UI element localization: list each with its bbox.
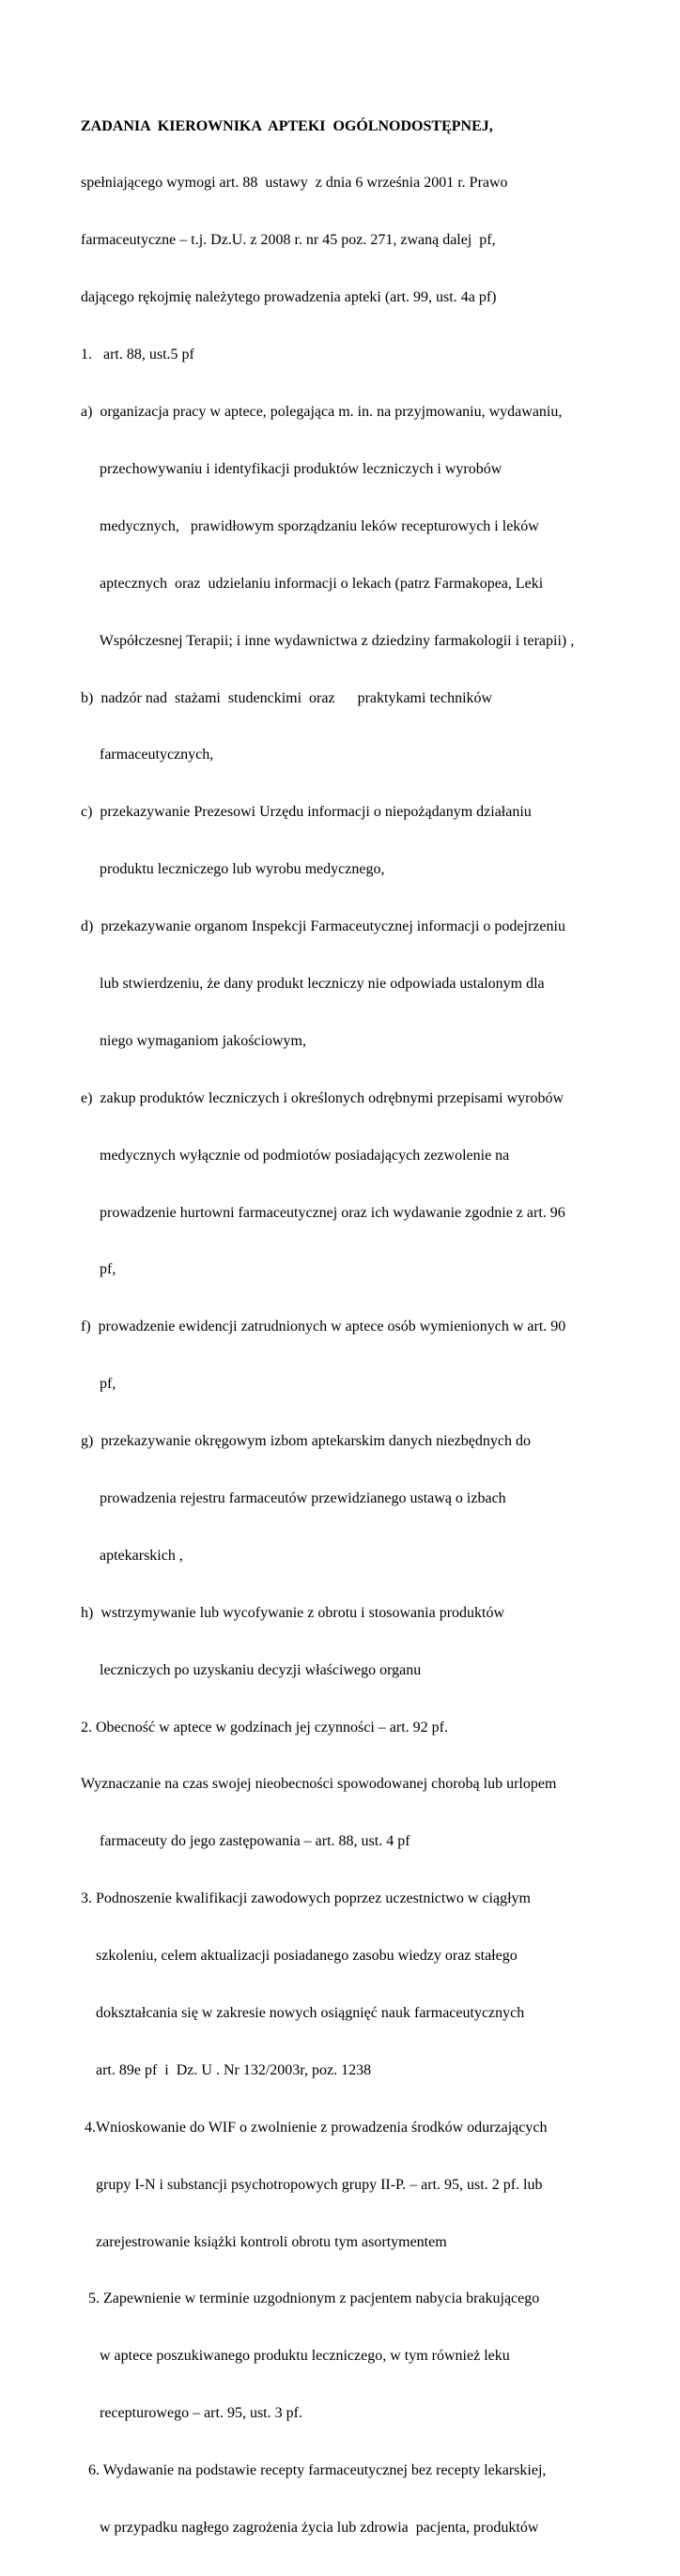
body-line: pf, [81,1376,116,1393]
body-line: farmaceuty do jego zastępowania – art. 88, ust. 4 pf [81,1833,410,1850]
body-line: Wyznaczanie na czas swojej nieobecności spowodowanej chorobą lub urlopem [81,1776,557,1793]
body-line: lub stwierdzeniu, że dany produkt leczniczy nie odpowiada ustalonym dla [81,975,545,992]
body-line: pf, [81,1261,116,1278]
body-line: c) przekazywanie Prezesowi Urzędu informacji o niepożądanym działaniu [81,804,532,821]
body-line: f) prowadzenie ewidencji zatrudnionych w aptece osób wymienionych w art. 90 [81,1319,566,1335]
body-line: dokształcania się w zakresie nowych osiągnięć nauk farmaceutycznych [81,2004,525,2021]
body-line: medycznych wyłącznie od podmiotów posiadających zezwolenie na [81,1147,510,1164]
intro-line: farmaceutyczne – t.j. Dz.U. z 2008 r. nr 45 poz. 271, zwaną dalej pf, [81,232,496,249]
body-line: grupy I-N i substancji psychotropowych grupy II-P. – art. 95, ust. 2 pf. lub [81,2176,543,2193]
body-line: art. 89e pf i Dz. U . Nr 132/2003r, poz. 1238 [81,2061,372,2078]
body-line: 5. Zapewnienie w terminie uzgodnionym z pacjentem nabycia brakującego [81,2291,540,2307]
body-line: szkoleniu, celem aktualizacji posiadanego zasobu wiedzy oraz stałego [81,1948,518,1965]
body-line: leczniczych po uzyskaniu decyzji właściwego organu [81,1661,422,1678]
intro-line: dającego rękojmię należytego prowadzenia apteki (art. 99, ust. 4a pf) [81,289,497,306]
body-line: d) przekazywanie organom Inspekcji Farmaceutycznej informacji o podejrzeniu [81,918,565,935]
body-line: b) nadzór nad stażami studenckimi oraz praktykami techników [81,689,493,706]
body-line: produktu leczniczego lub wyrobu medycznego, [81,861,385,878]
body-line: Współczesnej Terapii; i inne wydawnictwa z dziedziny farmakologii i terapii) , [81,632,575,649]
body-line: medycznych, prawidłowym sporządzaniu leków recepturowych i leków [81,517,539,534]
body-line: e) zakup produktów leczniczych i określonych odrębnymi przepisami wyrobów [81,1089,564,1106]
body-line: 3. Podnoszenie kwalifikacji zawodowych poprzez uczestnictwo w ciągłym [81,1890,531,1907]
body-line: aptekarskich , [81,1547,183,1564]
body-line: niego wymaganiom jakościowym, [81,1032,306,1049]
body-line: g) przekazywanie okręgowym izbom aptekarskim danych niezbędnych do [81,1433,531,1450]
body-line: w przypadku nagłego zagrożenia życia lub zdrowia pacjenta, produktów [81,2520,539,2536]
intro-line: spełniającego wymogi art. 88 ustawy z dnia 6 września 2001 r. Prawo [81,175,508,192]
body-line: prowadzenie hurtowni farmaceutycznej oraz ich wydawanie zgodnie z art. 96 [81,1204,565,1221]
body-line: 2. Obecność w aptece w godzinach jej czynności – art. 92 pf. [81,1719,448,1735]
body-line: prowadzenia rejestru farmaceutów przewidzianego ustawą o izbach [81,1489,506,1506]
body-line: 6. Wydawanie na podstawie recepty farmaceutycznej bez recepty lekarskiej, [81,2462,547,2479]
document-title: ZADANIA KIEROWNIKA APTEKI OGÓLNODOSTĘPNEJ, [81,117,493,134]
body-line: farmaceutycznych, [81,747,214,764]
body-line: a) organizacja pracy w aptece, polegająca m. in. na przyjmowaniu, wydawaniu, [81,404,563,421]
body-line: aptecznych oraz udzielaniu informacji o lekach (patrz Farmakopea, Leki [81,575,544,592]
body-line: recepturowego – art. 95, ust. 3 pf. [81,2405,302,2422]
body-line: przechowywaniu i identyfikacji produktów leczniczych i wyrobów [81,460,502,477]
body-line: h) wstrzymywanie lub wycofywanie z obrotu i stosowania produktów [81,1604,505,1621]
body-line: zarejestrowanie książki kontroli obrotu tym asortymentem [81,2233,447,2250]
body-line: 1. art. 88, ust.5 pf [81,347,194,363]
body-line: 4.Wnioskowanie do WIF o zwolnienie z prowadzenia środków odurzających [81,2119,548,2136]
body-line: w aptece poszukiwanego produktu leczniczego, w tym również leku [81,2348,510,2365]
document-body [81,79,607,2576]
